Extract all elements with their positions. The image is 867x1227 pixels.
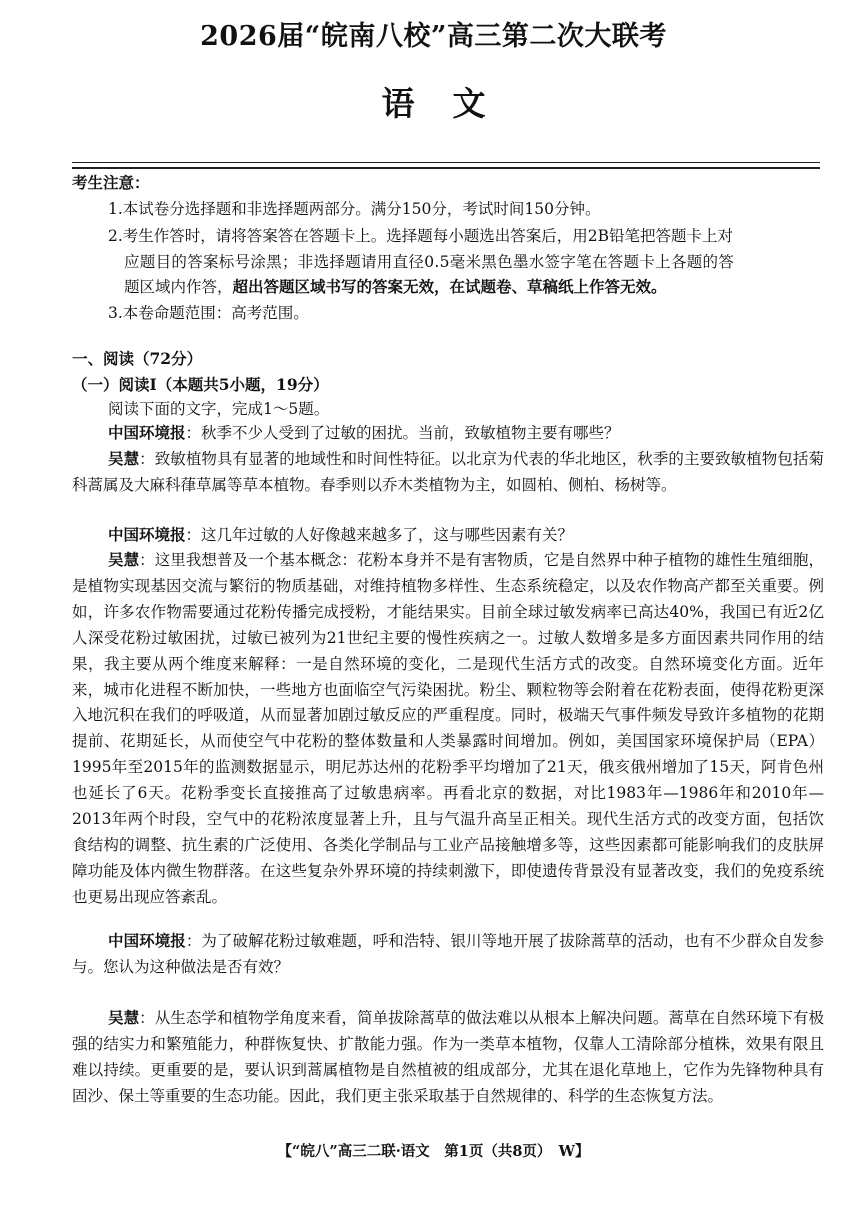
- divider-line-thick: [72, 167, 820, 169]
- notice-warning: 超出答题区域书写的答案无效，在试题卷、草稿纸上作答无效。: [232, 277, 667, 296]
- paragraph-text: ：这几年过敏的人好像越来越多了，这与哪些因素有关？: [185, 526, 574, 544]
- divider-line: [72, 162, 820, 163]
- speaker-name: 中国环境报: [108, 931, 186, 950]
- dialogue-paragraph: [72, 446, 824, 499]
- dialogue-paragraph: [72, 1005, 824, 1110]
- paragraph-text: ：这里我想普及一个基本概念：花粉本身并不是有害物质，它是自然界中种子植物的雄性生殖细胞，是植物实现基因交流与繁衍的物质基础，对维持植物多样性、生态系统稳定，以及农作物高产都至关重要。例如，许多农作物需要通过花粉传播完成授粉，才能结果实。目前全球过敏发病率已高达40%，我国已有近2亿人深受花粉过敏困扰，过敏已被列为21世纪主要的慢性疾病之一。过敏人数增多是多方面因素共同作用的结果，我主要从两个维度来解释：一是自然环境的变化，二是现代生活方式的改变。自然环境变化方面。近年来，城市化进程不断加快，一些地方也面临空气污染困扰。粉尘、颗粒物等会附着在花粉表面，使得花粉更深入地沉积在我们的呼吸道，从而显著加剧过敏反应的严重程度。同时，极端天气事件频发导致许多植物的花期提前、花期延长，从而使空气中花粉的整体数量和人类暴露时间增加。例如，美国国家环境保护局（EPA）1995年至2015年的监测数据显示，明尼苏达州的花粉季平均增加了21天，俄亥俄州增加了15天，阿肯色州也延长了6天。花粉季变长直接推高了过敏患病率。再看北京的数据，对比1983年—1986年和2010年—2013年两个时段，空气中的花粉浓度显著上升，且与气温升高呈正相关。现代生活方式的改变方面，包括饮食结构的调整、抗生素的广泛使用、各类化学制品与工业产品接触增多等，这些因素都可能影响我们的皮肤屏障功能及体内微生物群落。在这些复杂外界环境的持续刺激下，即使遗传背景没有显著改变，我们的免疫系统也更易出现应答紊乱。: [72, 551, 824, 906]
- notice-item-2-line-2: 应题目的答案标号涂黑；非选择题请用直径0.5毫米黑色墨水签字笔在答题卡上各题的答: [124, 253, 735, 271]
- speaker-name: 吴慧: [108, 449, 140, 468]
- notice-item-2-line-3-text: 题区域内作答，: [124, 278, 233, 296]
- exam-title: 2026届“皖南八校”高三第二次大联考: [200, 21, 667, 52]
- speaker-name: 中国环境报: [108, 525, 186, 544]
- dialogue-paragraph: [72, 547, 824, 911]
- speaker-name: 中国环境报: [108, 423, 186, 442]
- dialogue-paragraph: [72, 420, 824, 447]
- page-footer: 【“皖八”高三二联·语文 第1页（共8页） W】: [277, 1143, 590, 1160]
- dialogue-paragraph: [72, 928, 824, 981]
- speaker-name: 吴慧: [108, 550, 140, 569]
- speaker-name: 吴慧: [108, 1008, 140, 1027]
- notice-item-2-line-1: 2.考生作答时，请将答案答在答题卡上。选择题每小题选出答案后，用2B铅笔把答题卡上对: [108, 227, 734, 245]
- notice-item-1: 1.本试卷分选择题和非选择题两部分。满分150分，考试时间150分钟。: [108, 200, 601, 218]
- notice-title: 考生注意：: [72, 173, 150, 192]
- section-title: 一、阅读（72分）: [72, 349, 203, 368]
- notice-item-3: 3.本卷命题范围：高考范围。: [108, 304, 309, 322]
- notice-item-2-line-3: [124, 274, 867, 300]
- paragraph-text: ：秋季不少人受到了过敏的困扰。当前，致敏植物主要有哪些？: [185, 424, 620, 442]
- paragraph-text: ：从生态学和植物学角度来看，简单拔除蒿草的做法难以从根本上解决问题。蒿草在自然环境下有极强的结实力和繁殖能力，种群恢复快、扩散能力强。作为一类草本植物，仅靠人工清除部分植株，效果有限且难以持续。更重要的是，要认识到蒿属植物是自然植被的组成部分，尤其在退化草地上，它作为先锋物种具有固沙、保土等重要的生态功能。因此，我们更主张采取基于自然规律的、科学的生态恢复方法。: [72, 1009, 824, 1105]
- paragraph-text: ：为了破解花粉过敏难题，呼和浩特、银川等地开展了拔除蒿草的活动，也有不少群众自发参与。您认为这种做法是否有效？: [72, 932, 824, 976]
- paragraph-text: ：致敏植物具有显著的地域性和时间性特征。以北京为代表的华北地区，秋季的主要致敏植物包括菊科蒿属及大麻科葎草属等草本植物。春季则以乔木类植物为主，如圆柏、侧柏、杨树等。: [72, 450, 824, 494]
- section-subtitle: （一）阅读Ⅰ（本题共5小题，19分）: [72, 375, 329, 394]
- subject-title: 语文: [381, 84, 524, 123]
- reading-instruction: 阅读下面的文字，完成1～5题。: [108, 400, 330, 418]
- dialogue-paragraph: [72, 522, 824, 549]
